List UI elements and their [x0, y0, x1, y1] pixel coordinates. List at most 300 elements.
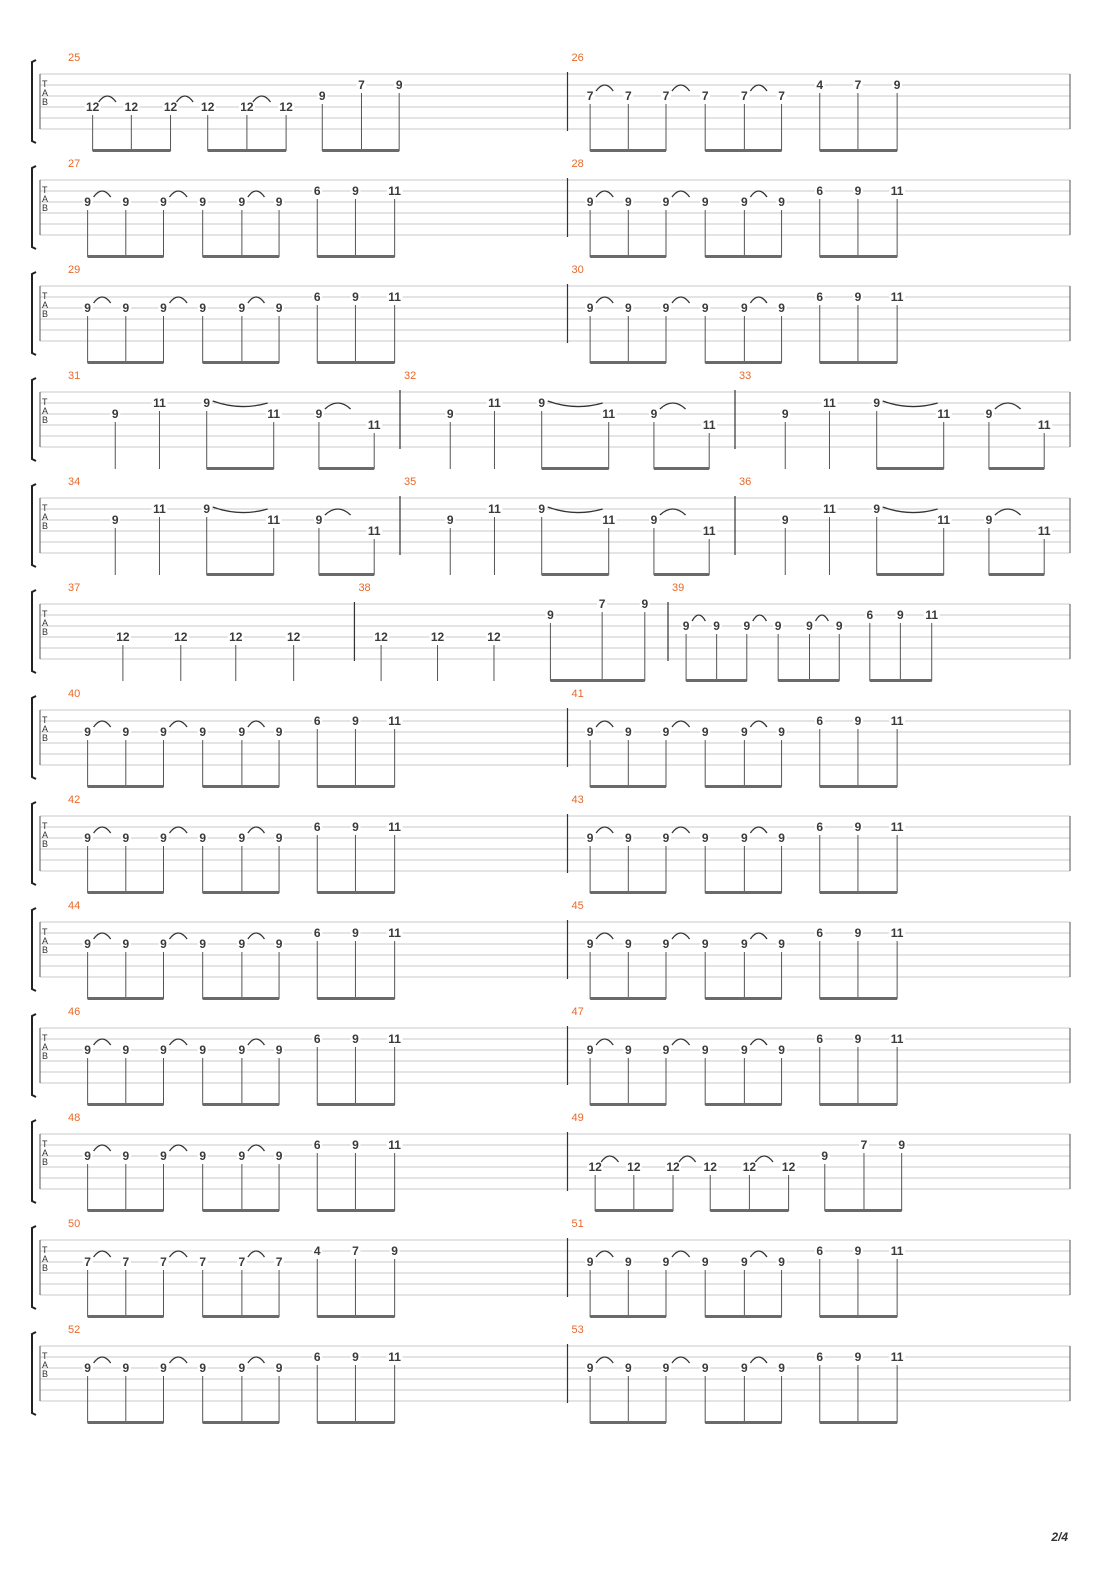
- fret-number: 9: [778, 831, 785, 845]
- fret-number: 12: [430, 630, 445, 644]
- measure-number: 32: [404, 370, 417, 382]
- beam: [542, 573, 609, 576]
- tie: [596, 297, 613, 303]
- fret-number: 9: [199, 195, 207, 209]
- tie: [248, 1039, 265, 1045]
- fret-number: 9: [713, 619, 720, 633]
- slur: [213, 507, 268, 513]
- fret-number: 9: [84, 831, 91, 845]
- beam: [654, 573, 709, 576]
- fret-number: 9: [122, 301, 130, 315]
- tab-clef-letter: B: [42, 97, 49, 107]
- fret-number: 9: [854, 926, 862, 940]
- beam: [203, 785, 279, 788]
- tie: [169, 1039, 187, 1045]
- fret-number: 9: [778, 301, 785, 315]
- fret-number: 12: [229, 630, 243, 644]
- fret-number: 11: [388, 1350, 401, 1364]
- fret-number: 9: [275, 937, 283, 951]
- fret-number: 9: [662, 725, 670, 739]
- tie: [816, 615, 829, 621]
- fret-number: 9: [741, 937, 748, 951]
- fret-number: 9: [84, 1043, 91, 1057]
- system-bracket: [32, 696, 36, 779]
- fret-number: 7: [854, 78, 862, 92]
- tie: [750, 191, 767, 197]
- fret-number: 7: [778, 89, 785, 103]
- beam: [705, 1421, 781, 1424]
- fret-number: 9: [662, 195, 670, 209]
- fret-number: 9: [741, 195, 748, 209]
- fret-number: 9: [586, 1255, 594, 1269]
- fret-number: 7: [84, 1255, 91, 1269]
- measure-number: 38: [358, 582, 371, 594]
- fret-number: 9: [352, 1138, 359, 1152]
- fret-number: 9: [897, 608, 904, 622]
- fret-number: 7: [122, 1255, 130, 1269]
- slur: [548, 507, 603, 513]
- fret-number: 9: [662, 1361, 670, 1375]
- fret-number: 9: [84, 301, 91, 315]
- fret-number: 9: [873, 396, 881, 410]
- beam: [705, 1103, 781, 1106]
- tab-clef-letter: T: [42, 79, 48, 89]
- tab-clef-letter: A: [42, 194, 49, 204]
- fret-number: 9: [854, 290, 862, 304]
- measure-number: 43: [571, 794, 584, 806]
- tie: [753, 615, 767, 621]
- fret-number: 9: [701, 725, 709, 739]
- fret-number: 9: [352, 926, 359, 940]
- tab-clef-letter: T: [42, 927, 48, 937]
- beam: [317, 891, 394, 894]
- fret-number: 11: [153, 396, 166, 410]
- fret-number: 9: [624, 831, 632, 845]
- fret-number: 12: [374, 630, 388, 644]
- beam: [590, 891, 666, 894]
- beam: [705, 891, 781, 894]
- fret-number: 9: [160, 1043, 167, 1057]
- tie: [750, 85, 767, 91]
- fret-number: 12: [627, 1160, 641, 1174]
- fret-number: 9: [160, 937, 167, 951]
- fret-number: 9: [238, 937, 246, 951]
- system-bracket: [32, 60, 36, 143]
- fret-number: 9: [547, 608, 554, 622]
- measure-number: 26: [571, 52, 584, 64]
- measure-number: 50: [68, 1218, 81, 1230]
- beam: [88, 255, 164, 258]
- beam: [88, 361, 164, 364]
- tab-clef-letter: B: [42, 415, 49, 425]
- beam: [319, 467, 374, 470]
- fret-number: 9: [778, 195, 785, 209]
- fret-number: 9: [352, 714, 359, 728]
- tie: [672, 1251, 690, 1257]
- slur: [883, 401, 938, 407]
- tab-clef-letter: B: [42, 1157, 49, 1167]
- tie: [750, 1251, 767, 1257]
- beam: [207, 573, 274, 576]
- tie: [750, 1357, 767, 1363]
- fret-number: 7: [199, 1255, 207, 1269]
- fret-number: 9: [781, 407, 789, 421]
- fret-number: 9: [84, 937, 91, 951]
- fret-number: 9: [586, 1361, 594, 1375]
- tie: [248, 827, 265, 833]
- fret-number: 9: [238, 1149, 246, 1163]
- fret-number: 9: [275, 725, 283, 739]
- fret-number: 9: [624, 1043, 632, 1057]
- tab-clef-letter: B: [42, 839, 49, 849]
- tab-clef-letter: T: [42, 715, 48, 725]
- beam: [590, 997, 666, 1000]
- beam: [88, 1421, 164, 1424]
- measure-number: 51: [571, 1218, 584, 1230]
- measure-number: 41: [571, 688, 584, 700]
- fret-number: 11: [267, 407, 281, 421]
- tie: [94, 933, 111, 939]
- fret-number: 9: [275, 831, 283, 845]
- fret-number: 9: [238, 725, 246, 739]
- beam: [322, 149, 399, 152]
- tie: [672, 1039, 690, 1045]
- tie: [325, 403, 351, 409]
- slur: [883, 507, 938, 513]
- fret-number: 12: [666, 1160, 680, 1174]
- tab-clef-letter: B: [42, 203, 49, 213]
- tie: [755, 1156, 773, 1162]
- fret-number: 9: [624, 301, 632, 315]
- measure-number: 28: [571, 158, 584, 170]
- fret-number: 9: [122, 1043, 130, 1057]
- fret-number: 11: [388, 1032, 401, 1046]
- fret-number: 9: [84, 1361, 91, 1375]
- beam: [820, 1421, 897, 1424]
- tie: [672, 85, 690, 91]
- tie: [169, 297, 187, 303]
- fret-number: 9: [160, 725, 167, 739]
- fret-number: 11: [890, 184, 904, 198]
- tie: [325, 509, 351, 515]
- fret-number: 9: [741, 301, 748, 315]
- fret-number: 6: [816, 1244, 824, 1258]
- fret-number: 11: [702, 524, 716, 538]
- fret-number: 9: [122, 725, 130, 739]
- fret-number: 9: [985, 407, 993, 421]
- fret-number: 12: [201, 100, 215, 114]
- beam: [203, 1209, 279, 1212]
- fret-number: 9: [391, 1244, 398, 1258]
- fret-number: 11: [267, 513, 281, 527]
- measure-number: 53: [571, 1324, 584, 1336]
- fret-number: 9: [854, 714, 862, 728]
- fret-number: 9: [898, 1138, 906, 1152]
- beam: [989, 573, 1044, 576]
- beam: [203, 361, 279, 364]
- measure-number: 36: [739, 476, 752, 488]
- beam: [317, 361, 394, 364]
- fret-number: 9: [352, 1350, 359, 1364]
- fret-number: 9: [854, 1244, 862, 1258]
- fret-number: 11: [890, 926, 904, 940]
- fret-number: 9: [586, 725, 594, 739]
- fret-number: 9: [199, 725, 207, 739]
- tie: [750, 1039, 767, 1045]
- tie: [672, 297, 690, 303]
- fret-number: 4: [816, 78, 824, 92]
- tie: [596, 933, 613, 939]
- fret-number: 9: [160, 195, 167, 209]
- measure-number: 33: [739, 370, 752, 382]
- system-bracket: [32, 590, 36, 673]
- fret-number: 11: [488, 502, 501, 516]
- tie: [94, 827, 111, 833]
- fret-number: 4: [313, 1244, 321, 1258]
- fret-number: 7: [860, 1138, 868, 1152]
- fret-number: 11: [890, 290, 904, 304]
- fret-number: 9: [586, 1043, 594, 1057]
- tie: [94, 1145, 111, 1151]
- tie: [248, 297, 265, 303]
- fret-number: 11: [890, 820, 904, 834]
- fret-number: 9: [275, 301, 283, 315]
- tie: [94, 721, 111, 727]
- beam: [319, 573, 374, 576]
- tab-clef-letter: A: [42, 512, 49, 522]
- fret-number: 6: [816, 714, 824, 728]
- fret-number: 11: [937, 407, 951, 421]
- fret-number: 9: [741, 1361, 748, 1375]
- fret-number: 11: [823, 396, 836, 410]
- fret-number: 9: [662, 301, 670, 315]
- fret-number: 9: [682, 619, 690, 633]
- fret-number: 9: [203, 502, 211, 516]
- fret-number: 9: [315, 513, 323, 527]
- tie: [169, 1145, 187, 1151]
- tab-clef-letter: T: [42, 185, 48, 195]
- fret-number: 9: [701, 1255, 709, 1269]
- beam: [203, 255, 279, 258]
- fret-number: 9: [275, 1361, 283, 1375]
- fret-number: 9: [111, 513, 119, 527]
- fret-number: 11: [488, 396, 501, 410]
- tie: [169, 1357, 187, 1363]
- tab-clef-letter: A: [42, 1360, 49, 1370]
- fret-number: 12: [124, 100, 139, 114]
- system-bracket: [32, 1332, 36, 1415]
- fret-number: 9: [774, 619, 782, 633]
- beam: [88, 997, 164, 1000]
- tab-clef-letter: B: [42, 627, 49, 637]
- fret-number: 9: [84, 195, 91, 209]
- beam: [207, 467, 274, 470]
- fret-number: 12: [588, 1160, 602, 1174]
- beam: [820, 785, 897, 788]
- measure-number: 46: [68, 1006, 81, 1018]
- fret-number: 9: [160, 831, 167, 845]
- tie: [692, 615, 705, 621]
- fret-number: 9: [238, 195, 246, 209]
- fret-number: 9: [238, 1361, 246, 1375]
- fret-number: 9: [84, 1149, 91, 1163]
- fret-number: 9: [352, 290, 359, 304]
- tie: [248, 721, 265, 727]
- fret-number: 6: [313, 1032, 321, 1046]
- tie: [94, 1251, 111, 1257]
- fret-number: 7: [238, 1255, 246, 1269]
- system-bracket: [32, 166, 36, 249]
- fret-number: 9: [624, 725, 632, 739]
- tie: [995, 509, 1021, 515]
- fret-number: 12: [174, 630, 188, 644]
- fret-number: 11: [602, 407, 616, 421]
- beam: [877, 573, 944, 576]
- fret-number: 9: [624, 937, 632, 951]
- fret-number: 9: [122, 1361, 130, 1375]
- beam: [317, 997, 394, 1000]
- beam: [550, 679, 644, 682]
- fret-number: 9: [781, 513, 789, 527]
- beam: [710, 1209, 788, 1212]
- fret-number: 9: [538, 502, 546, 516]
- tie: [660, 509, 686, 515]
- tab-clef-letter: A: [42, 300, 49, 310]
- fret-number: 7: [358, 78, 365, 92]
- fret-number: 9: [446, 407, 454, 421]
- tie: [596, 1251, 613, 1257]
- system-bracket: [32, 272, 36, 355]
- fret-number: 9: [662, 1255, 670, 1269]
- beam: [820, 997, 897, 1000]
- fret-number: 6: [816, 290, 824, 304]
- tie: [672, 827, 690, 833]
- fret-number: 9: [538, 396, 546, 410]
- fret-number: 9: [701, 301, 709, 315]
- tie: [177, 96, 194, 102]
- tie: [169, 721, 187, 727]
- measure-number: 45: [571, 900, 584, 912]
- fret-number: 9: [238, 831, 246, 845]
- slur: [548, 401, 603, 407]
- tab-clef-letter: T: [42, 609, 48, 619]
- tie: [99, 96, 116, 102]
- fret-number: 11: [388, 714, 401, 728]
- fret-number: 12: [781, 1160, 796, 1174]
- measure-number: 34: [68, 476, 81, 488]
- system-bracket: [32, 1014, 36, 1097]
- fret-number: 11: [388, 926, 401, 940]
- fret-number: 9: [741, 831, 748, 845]
- beam: [820, 891, 897, 894]
- fret-number: 9: [778, 1043, 785, 1057]
- fret-number: 9: [275, 1043, 283, 1057]
- fret-number: 7: [624, 89, 632, 103]
- tie: [248, 1357, 265, 1363]
- tab-clef-letter: A: [42, 618, 49, 628]
- tie: [995, 403, 1021, 409]
- measure-number: 52: [68, 1324, 81, 1336]
- fret-number: 12: [286, 630, 301, 644]
- measure-number: 25: [68, 52, 81, 64]
- fret-number: 6: [866, 608, 874, 622]
- fret-number: 9: [238, 301, 246, 315]
- fret-number: 9: [586, 301, 594, 315]
- fret-number: 9: [199, 831, 207, 845]
- fret-number: 9: [318, 89, 326, 103]
- fret-number: 9: [741, 1043, 748, 1057]
- beam: [820, 1103, 897, 1106]
- fret-number: 11: [890, 1032, 904, 1046]
- beam: [705, 997, 781, 1000]
- beam: [825, 1209, 902, 1212]
- beam: [705, 149, 781, 152]
- tab-clef-letter: A: [42, 88, 49, 98]
- tab-clef-letter: A: [42, 1254, 49, 1264]
- system-bracket: [32, 484, 36, 567]
- beam: [203, 1103, 279, 1106]
- beam: [88, 891, 164, 894]
- fret-number: 12: [742, 1160, 757, 1174]
- tie: [672, 933, 690, 939]
- fret-number: 12: [116, 630, 130, 644]
- tie: [169, 191, 187, 197]
- fret-number: 11: [367, 524, 381, 538]
- tie: [248, 1251, 265, 1257]
- beam: [317, 1209, 394, 1212]
- beam: [590, 149, 666, 152]
- fret-number: 9: [854, 184, 862, 198]
- fret-number: 11: [823, 502, 836, 516]
- fret-number: 6: [816, 184, 824, 198]
- fret-number: 6: [313, 1138, 321, 1152]
- fret-number: 11: [388, 184, 401, 198]
- tab-clef-letter: A: [42, 406, 49, 416]
- fret-number: 9: [160, 1361, 167, 1375]
- beam: [590, 361, 666, 364]
- fret-number: 9: [778, 937, 785, 951]
- fret-number: 11: [1037, 418, 1051, 432]
- fret-number: 11: [388, 1138, 401, 1152]
- tie: [248, 191, 265, 197]
- fret-number: 9: [662, 937, 670, 951]
- tab-clef-letter: B: [42, 733, 49, 743]
- fret-number: 7: [598, 597, 606, 611]
- tab-clef-letter: T: [42, 503, 48, 513]
- fret-number: 9: [701, 195, 709, 209]
- measure-number: 49: [571, 1112, 584, 1124]
- tie: [679, 1156, 696, 1162]
- tie: [596, 191, 613, 197]
- fret-number: 6: [816, 1032, 824, 1046]
- fret-number: 9: [122, 831, 130, 845]
- beam: [542, 467, 609, 470]
- tab-clef-letter: T: [42, 291, 48, 301]
- tab-clef-letter: A: [42, 1042, 49, 1052]
- fret-number: 9: [160, 301, 167, 315]
- fret-number: 12: [163, 100, 178, 114]
- fret-number: 9: [624, 1361, 632, 1375]
- beam: [778, 679, 839, 682]
- beam: [705, 785, 781, 788]
- fret-number: 6: [313, 290, 321, 304]
- measure-number: 44: [68, 900, 81, 912]
- beam: [820, 1315, 897, 1318]
- fret-number: 6: [816, 820, 824, 834]
- fret-number: 7: [701, 89, 709, 103]
- beam: [686, 679, 747, 682]
- beam: [820, 149, 897, 152]
